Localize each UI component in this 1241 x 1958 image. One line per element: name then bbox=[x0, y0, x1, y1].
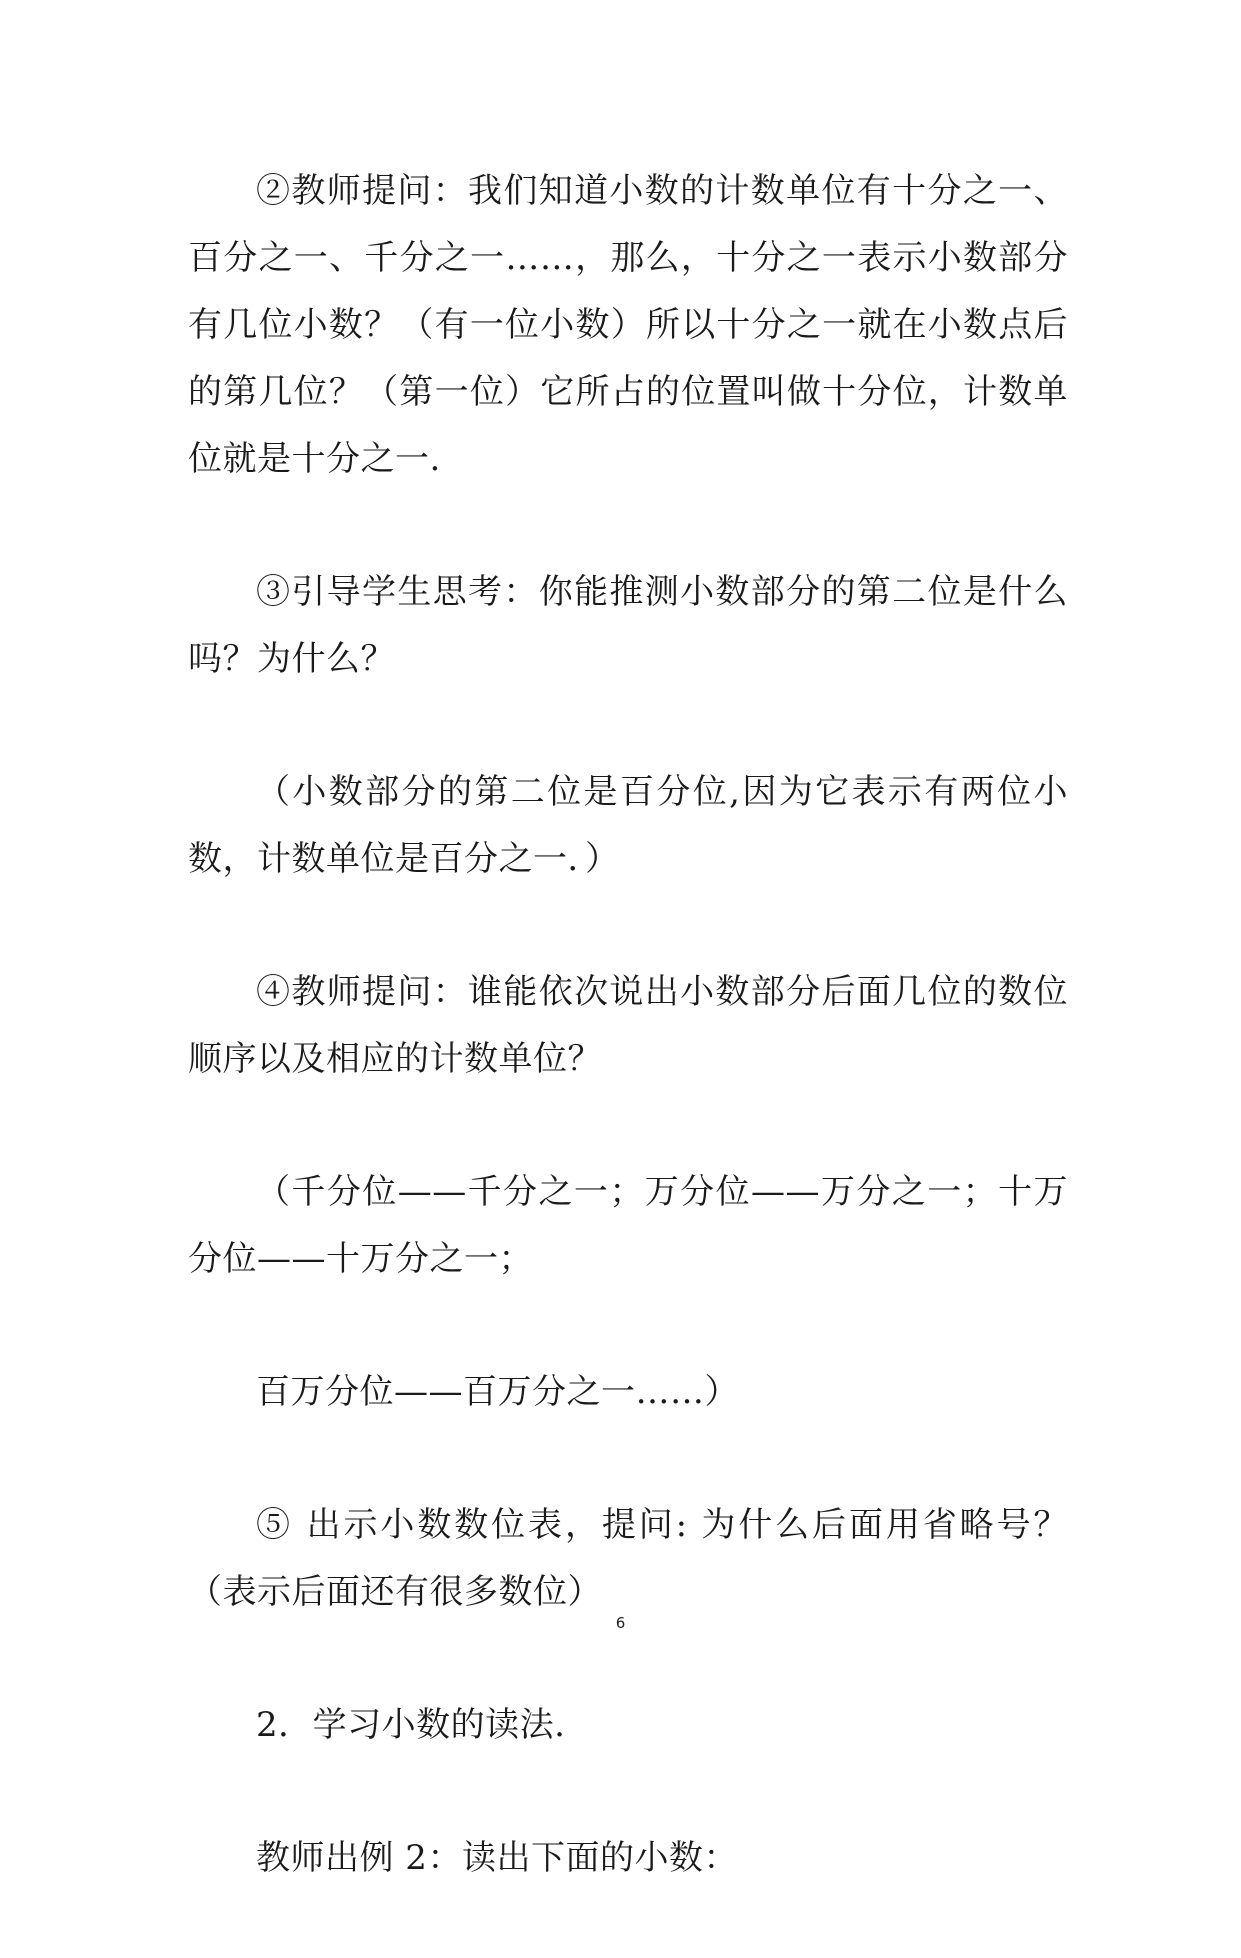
paragraph-teacher-question-tenths: ②教师提问：我们知道小数的计数单位有十分之一、百分之一、千分之一……，那么，十分之一表示小数部分有几位小数？（有一位小数）所以十分之一就在小数点后的第几位？（第一位）它所占的位置叫做十分位，计数单位就是十分之一. bbox=[188, 171, 1068, 479]
paragraph-place-value-answer: （千分位——千分之一；万分位——万分之一；十万分位——十万分之一； bbox=[188, 1172, 1068, 1279]
paragraph-teacher-question-order: ④教师提问：谁能依次说出小数部分后面几位的数位顺序以及相应的计数单位？ bbox=[188, 972, 1068, 1079]
paragraph-guide-students-thinking: ③引导学生思考：你能推测小数部分的第二位是什么吗？为什么？ bbox=[188, 572, 1068, 679]
page-number: 6 bbox=[615, 1614, 626, 1632]
page-content bbox=[188, 158, 1068, 1958]
paragraph-example-2: 教师出例 2：读出下面的小数： bbox=[256, 1838, 738, 1878]
paragraph-hundredths-answer: （小数部分的第二位是百分位,因为它表示有两位小数，计数单位是百分之一．） bbox=[188, 772, 1068, 879]
paragraph-section-reading-decimals: 2．学习小数的读法. bbox=[256, 1705, 566, 1745]
paragraph-millionths-answer: 百万分位——百万分之一……） bbox=[256, 1372, 739, 1412]
paragraph-place-value-table: ⑤ 出示小数数位表，提问: 为什么后面用省略号？（表示后面还有很多数位） bbox=[188, 1505, 1068, 1612]
